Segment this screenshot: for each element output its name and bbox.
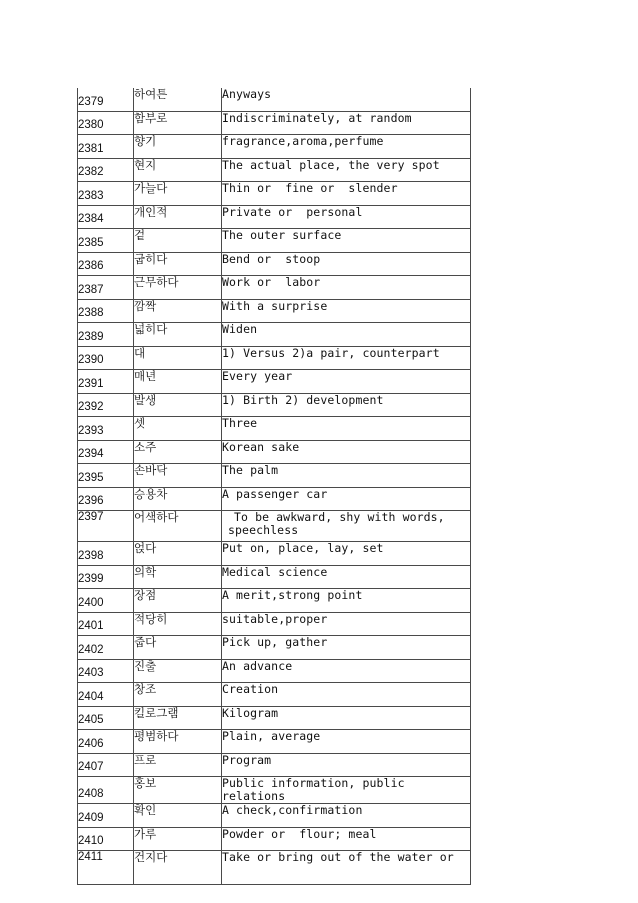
entry-number: 2386 — [78, 252, 134, 276]
english-meaning: To be awkward, shy with words, speechless — [222, 511, 471, 542]
entry-number: 2401 — [78, 612, 134, 636]
english-meaning: Creation — [222, 683, 471, 707]
table-row — [78, 487, 471, 511]
table-row — [78, 323, 471, 347]
english-meaning: With a surprise — [222, 299, 471, 323]
english-meaning: Kilogram — [222, 706, 471, 730]
english-meaning: Indiscriminately, at random — [222, 111, 471, 135]
english-meaning: Put on, place, lay, set — [222, 542, 471, 566]
english-meaning: Korean sake — [222, 440, 471, 464]
table-row — [78, 205, 471, 229]
table-row — [78, 440, 471, 464]
table-row — [78, 135, 471, 159]
english-meaning: A check,confirmation — [222, 804, 471, 828]
korean-word: 셋 — [134, 417, 222, 441]
entry-number: 2394 — [78, 440, 134, 464]
korean-word: 굽히다 — [134, 252, 222, 276]
korean-word: 겉 — [134, 229, 222, 253]
korean-word: 넓히다 — [134, 323, 222, 347]
korean-word: 킬로그램 — [134, 706, 222, 730]
entry-number: 2405 — [78, 706, 134, 730]
table-row — [78, 252, 471, 276]
english-meaning: Pick up, gather — [222, 636, 471, 660]
table-row — [78, 683, 471, 707]
table-row — [78, 511, 471, 542]
english-meaning: The palm — [222, 464, 471, 488]
table-row — [78, 158, 471, 182]
entry-number: 2389 — [78, 323, 134, 347]
table-row — [78, 777, 471, 804]
korean-word: 매년 — [134, 370, 222, 394]
entry-number: 2384 — [78, 205, 134, 229]
english-meaning: A passenger car — [222, 487, 471, 511]
korean-word: 창조 — [134, 683, 222, 707]
entry-number: 2400 — [78, 589, 134, 613]
entry-number: 2388 — [78, 299, 134, 323]
entry-number: 2382 — [78, 158, 134, 182]
table-row — [78, 851, 471, 885]
korean-word: 함부로 — [134, 111, 222, 135]
korean-word: 향기 — [134, 135, 222, 159]
vocabulary-table-body — [78, 88, 471, 885]
entry-number: 2383 — [78, 182, 134, 206]
entry-number: 2396 — [78, 487, 134, 511]
table-row — [78, 370, 471, 394]
table-row — [78, 753, 471, 777]
korean-word: 장점 — [134, 589, 222, 613]
korean-word: 가루 — [134, 827, 222, 851]
english-meaning: An advance — [222, 659, 471, 683]
entry-number: 2379 — [78, 88, 134, 111]
entry-number: 2406 — [78, 730, 134, 754]
korean-word: 얹다 — [134, 542, 222, 566]
entry-number: 2390 — [78, 346, 134, 370]
english-meaning: Powder or flour; meal — [222, 827, 471, 851]
english-meaning: Three — [222, 417, 471, 441]
table-row — [78, 565, 471, 589]
entry-number: 2380 — [78, 111, 134, 135]
vocabulary-sheet — [77, 88, 470, 885]
english-meaning: Private or personal — [222, 205, 471, 229]
english-meaning: Public information, public relations — [222, 777, 471, 804]
table-row — [78, 804, 471, 828]
table-row — [78, 464, 471, 488]
korean-word: 소주 — [134, 440, 222, 464]
table-row — [78, 589, 471, 613]
table-row — [78, 111, 471, 135]
table-row — [78, 730, 471, 754]
english-meaning: The actual place, the very spot — [222, 158, 471, 182]
korean-word: 가늘다 — [134, 182, 222, 206]
table-row — [78, 827, 471, 851]
entry-number: 2404 — [78, 683, 134, 707]
table-row — [78, 636, 471, 660]
entry-number: 2402 — [78, 636, 134, 660]
entry-number: 2410 — [78, 827, 134, 851]
english-meaning: Every year — [222, 370, 471, 394]
english-meaning: The outer surface — [222, 229, 471, 253]
korean-word: 프로 — [134, 753, 222, 777]
table-row — [78, 393, 471, 417]
table-row — [78, 346, 471, 370]
entry-number: 2411 — [78, 851, 134, 885]
table-row — [78, 659, 471, 683]
korean-word: 현지 — [134, 158, 222, 182]
entry-number: 2391 — [78, 370, 134, 394]
table-row — [78, 417, 471, 441]
english-meaning: Widen — [222, 323, 471, 347]
english-meaning: Plain, average — [222, 730, 471, 754]
korean-word: 하여튼 — [134, 88, 222, 111]
entry-number: 2403 — [78, 659, 134, 683]
english-meaning: suitable,proper — [222, 612, 471, 636]
entry-number: 2385 — [78, 229, 134, 253]
korean-word: 어색하다 — [134, 511, 222, 542]
korean-word: 근무하다 — [134, 276, 222, 300]
english-meaning: 1) Birth 2) development — [222, 393, 471, 417]
korean-word: 의학 — [134, 565, 222, 589]
korean-word: 적당히 — [134, 612, 222, 636]
english-meaning: Bend or stoop — [222, 252, 471, 276]
table-row — [78, 88, 471, 111]
entry-number: 2407 — [78, 753, 134, 777]
vocabulary-table — [77, 88, 471, 885]
english-meaning: Medical science — [222, 565, 471, 589]
english-meaning: Thin or fine or slender — [222, 182, 471, 206]
entry-number: 2397 — [78, 511, 134, 542]
korean-word: 건지다 — [134, 851, 222, 885]
table-row — [78, 276, 471, 300]
korean-word: 발생 — [134, 393, 222, 417]
entry-number: 2387 — [78, 276, 134, 300]
table-row — [78, 706, 471, 730]
entry-number: 2392 — [78, 393, 134, 417]
korean-word: 평범하다 — [134, 730, 222, 754]
table-row — [78, 542, 471, 566]
korean-word: 대 — [134, 346, 222, 370]
english-meaning: 1) Versus 2)a pair, counterpart — [222, 346, 471, 370]
entry-number: 2395 — [78, 464, 134, 488]
english-meaning: fragrance,aroma,perfume — [222, 135, 471, 159]
table-row — [78, 612, 471, 636]
korean-word: 확인 — [134, 804, 222, 828]
english-meaning: Take or bring out of the water or — [222, 851, 471, 885]
korean-word: 승용차 — [134, 487, 222, 511]
entry-number: 2399 — [78, 565, 134, 589]
table-row — [78, 299, 471, 323]
korean-word: 홍보 — [134, 777, 222, 804]
table-row — [78, 229, 471, 253]
entry-number: 2393 — [78, 417, 134, 441]
entry-number: 2381 — [78, 135, 134, 159]
korean-word: 개인적 — [134, 205, 222, 229]
entry-number: 2409 — [78, 804, 134, 828]
english-meaning: Program — [222, 753, 471, 777]
korean-word: 손바닥 — [134, 464, 222, 488]
english-meaning: Work or labor — [222, 276, 471, 300]
english-meaning: A merit,strong point — [222, 589, 471, 613]
english-meaning: Anyways — [222, 88, 471, 111]
korean-word: 줍다 — [134, 636, 222, 660]
entry-number: 2408 — [78, 777, 134, 804]
korean-word: 진출 — [134, 659, 222, 683]
table-row — [78, 182, 471, 206]
entry-number: 2398 — [78, 542, 134, 566]
korean-word: 깜짝 — [134, 299, 222, 323]
